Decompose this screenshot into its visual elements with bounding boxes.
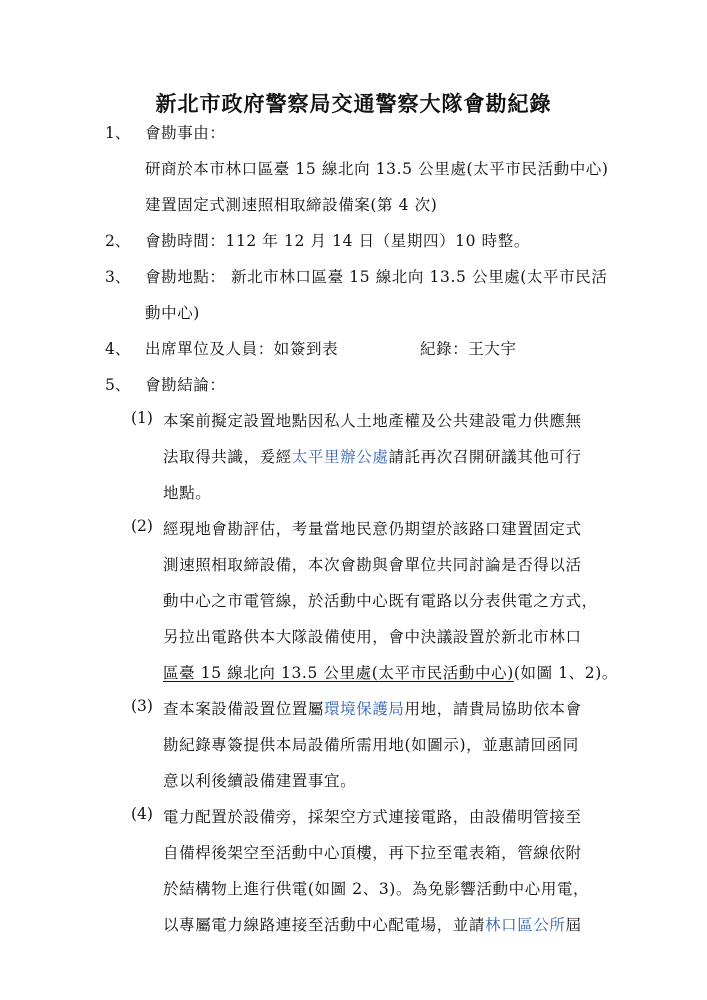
highlighted-org: 太平里辦公處 bbox=[291, 448, 389, 466]
highlighted-org: 林口區公所 bbox=[485, 916, 566, 934]
conclusion-number: (4) bbox=[131, 805, 153, 823]
recorder-name: 紀錄：王大宇 bbox=[420, 340, 517, 358]
conclusion-line: 電力配置於設備旁，採架空方式連接電路，由設備明管接至 bbox=[163, 808, 582, 826]
conclusion-line: 另拉出電路供本大隊設備使用，會中決議設置於新北市林口 bbox=[163, 628, 582, 646]
conclusion-line: 意以利後續設備建置事宜。 bbox=[163, 772, 357, 790]
conclusion-line: 本案前擬定設置地點因私人土地產權及公共建設電力供應無 bbox=[163, 412, 582, 430]
conclusion-number: (2) bbox=[131, 517, 153, 535]
item-text-line: 會勘時間：112 年 12 月 14 日（星期四）10 時整。 bbox=[145, 232, 530, 250]
item-text-line: 研商於本市林口區臺 15 線北向 13.5 公里處(太平市民活動中心) bbox=[145, 160, 609, 178]
item-text-line: 動中心) bbox=[145, 304, 200, 322]
item-text-line: 出席單位及人員：如簽到表 bbox=[145, 340, 339, 358]
item-number: 1、 bbox=[105, 124, 131, 142]
item-number: 2、 bbox=[105, 232, 131, 250]
conclusion-line: 經現地會勘評估，考量當地民意仍期望於該路口建置固定式 bbox=[163, 520, 582, 538]
conclusion-line: 自備桿後架空至活動中心頂樓，再下拉至電表箱，管線依附 bbox=[163, 844, 582, 862]
conclusion-line: 查本案設備設置位置屬環境保護局用地，請貴局協助依本會 bbox=[163, 700, 582, 718]
conclusion-number: (3) bbox=[131, 697, 153, 715]
conclusion-line: 法取得共識，爰經太平里辦公處請託再次召開研議其他可行 bbox=[163, 448, 582, 466]
underlined-location: 區臺 15 線北向 13.5 公里處(太平市民活動中心) bbox=[163, 664, 514, 682]
item-text-line: 建置固定式測速照相取締設備案(第 4 次) bbox=[145, 196, 438, 214]
conclusion-line: 地點。 bbox=[163, 484, 212, 502]
document-title: 新北市政府警察局交通警察大隊會勘紀錄 bbox=[155, 91, 552, 116]
conclusion-line: 以專屬電力線路連接至活動中心配電場，並請林口區公所屆 bbox=[163, 916, 582, 934]
conclusion-line: 於結構物上進行供電(如圖 2、3)。為免影響活動中心用電， bbox=[163, 880, 590, 898]
conclusion-line: 測速照相取締設備，本次會勘與會單位共同討論是否得以活 bbox=[163, 556, 582, 574]
highlighted-org: 環境保護局 bbox=[324, 700, 405, 718]
item-label: 會勘事由： bbox=[145, 124, 226, 142]
item-label: 會勘結論： bbox=[145, 376, 226, 394]
conclusion-line: 勘紀錄專簽提供本局設備所需用地(如圖示)，並惠請回函同 bbox=[163, 736, 579, 754]
item-number: 4、 bbox=[105, 340, 131, 358]
item-text-line: 會勘地點： 新北市林口區臺 15 線北向 13.5 公里處(太平市民活 bbox=[145, 268, 608, 286]
item-number: 3、 bbox=[105, 268, 131, 286]
conclusion-number: (1) bbox=[131, 409, 153, 427]
conclusion-line: 區臺 15 線北向 13.5 公里處(太平市民活動中心)(如圖 1、2)。 bbox=[163, 664, 618, 682]
conclusion-line: 動中心之市電管線，於活動中心既有電路以分表供電之方式， bbox=[163, 592, 598, 610]
item-number: 5、 bbox=[105, 376, 131, 394]
